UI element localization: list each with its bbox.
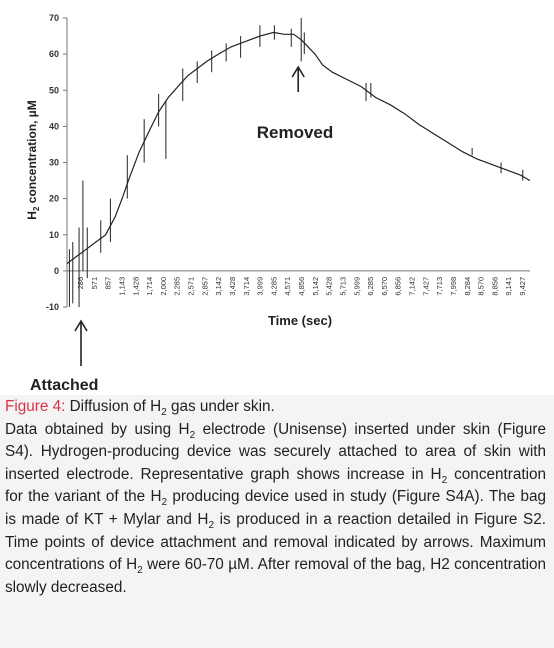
attached-annotation-label: Attached — [30, 377, 99, 394]
x-tick-label: 4,285 — [269, 276, 279, 296]
x-tick-label: 6,285 — [366, 276, 376, 296]
x-tick-label: 571 — [89, 276, 99, 290]
x-tick-label: 2,285 — [172, 276, 182, 296]
caption-text: were 60-70 µM. After removal of the bag, H2 concentration slowly decreased. — [5, 556, 547, 596]
y-axis-label: $H_2$ concentration, µM — [25, 100, 41, 220]
caption-text: electrode (Unisense) inserted under skin (Figure S4). Hydrogen-producing device was securely attached to area of skin with inserted electrode. Representative graph shows increase in H — [5, 420, 546, 483]
y-tick-label: 10 — [48, 229, 59, 240]
x-tick-label: 857 — [103, 276, 113, 290]
x-axis-label: Time (sec) — [267, 313, 333, 328]
y-tick-label: 40 — [48, 121, 59, 132]
caption-subscript: 2 — [161, 497, 168, 509]
caption-title-sub: 2 — [161, 407, 167, 419]
x-tick-label: 5,999 — [352, 276, 362, 296]
x-tick-label: 3,428 — [227, 276, 237, 296]
x-tick-label: 286 — [76, 276, 85, 290]
x-tick-label: 1,714 — [145, 276, 155, 296]
x-tick-label: 8,284 — [462, 276, 472, 296]
x-tick-label: 2,857 — [200, 276, 210, 296]
caption-text: producing device used in study (Figure S4A). The bag is made of KT + Mylar and H — [5, 488, 546, 528]
x-tick-label: 2,571 — [186, 276, 196, 296]
y-tick-label: 70 — [48, 13, 59, 23]
x-tick-label: 5,428 — [324, 276, 334, 296]
x-tick-label: 2,000 — [158, 276, 168, 296]
caption-text: concentration for the variant of the H — [5, 465, 546, 506]
caption-title — [5, 396, 546, 419]
caption-title-after: gas under skin. — [166, 398, 275, 415]
caption-subscript: 2 — [441, 474, 448, 486]
y-tick-label: 60 — [48, 49, 59, 60]
y-tick-label: 20 — [48, 193, 59, 204]
x-tick-label: 1,143 — [117, 276, 127, 296]
x-tick-label: 6,856 — [393, 276, 403, 296]
figure-caption — [5, 396, 546, 599]
x-tick-label: 3,999 — [255, 276, 265, 296]
caption-body — [5, 419, 546, 600]
x-tick-label: 1,428 — [131, 276, 141, 296]
x-tick-label: 7,713 — [435, 276, 445, 296]
x-tick-label: 7,427 — [421, 276, 431, 296]
x-tick-label: 9,427 — [518, 276, 527, 296]
x-tick-label: 9,141 — [504, 276, 514, 296]
x-tick-label: 5,713 — [338, 276, 348, 296]
x-tick-label: 6,570 — [379, 276, 389, 296]
caption-subscript: 2 — [137, 565, 143, 577]
caption-subscript: 2 — [208, 520, 215, 532]
removed-annotation-label: Removed — [256, 123, 334, 142]
x-tick-label: 8,856 — [490, 276, 500, 296]
y-tick-label: 30 — [48, 157, 59, 168]
caption-title-before: Diffusion of H — [65, 398, 162, 415]
x-tick-label: 4,571 — [283, 276, 293, 296]
x-tick-label: 8,570 — [476, 276, 486, 296]
caption-text: is produced in a reaction detailed in Figure S2. Time points of device attachment and removal indicated by arrows. Maximum concentrations of H — [5, 510, 546, 574]
y-tick-label: 50 — [48, 85, 59, 96]
caption-subscript: 2 — [189, 429, 196, 441]
caption-text: Data obtained by using H — [5, 420, 190, 438]
figure-label: Figure 4: — [5, 398, 66, 415]
y-tick-label: 0 — [53, 265, 59, 276]
x-tick-label: 3,142 — [214, 276, 224, 296]
x-tick-label: 3,714 — [241, 276, 251, 296]
x-tick-label: 4,856 — [297, 276, 306, 296]
x-tick-label: 7,998 — [448, 276, 458, 296]
x-tick-label: 7,142 — [407, 276, 417, 296]
y-tick-label: -10 — [45, 302, 59, 312]
x-tick-label: 5,142 — [310, 276, 320, 296]
